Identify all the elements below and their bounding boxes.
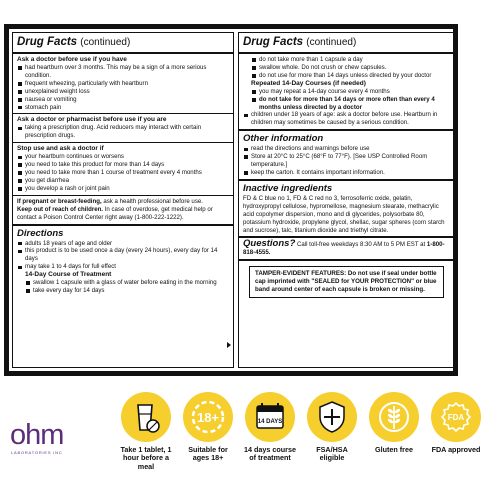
list-item: take every day for 14 days bbox=[17, 287, 229, 295]
badge-label: 14 days course of treatment bbox=[244, 445, 296, 463]
other-information-section bbox=[239, 131, 454, 181]
left-title-section bbox=[13, 33, 233, 54]
brand-subtitle: LABORATORIES INC bbox=[11, 450, 63, 455]
ohm-logo bbox=[10, 420, 100, 460]
list-item: read the directions and warnings before use bbox=[243, 145, 450, 153]
pregnancy-section bbox=[13, 196, 233, 226]
questions-section bbox=[239, 238, 454, 261]
list-item: do not use for more than 14 days unless directed by your doctor bbox=[243, 72, 450, 80]
ask-doctor-heading: Ask a doctor before use if you have bbox=[17, 56, 127, 63]
list-item: you need to take more than 1 course of treatment every 4 months bbox=[17, 169, 229, 177]
badge-label: Take 1 tablet, 1 hour before a meal bbox=[120, 445, 172, 471]
inactive-ingredients-text: FD & C blue no 1, FD & C red no 3, ferrosoferric oxide, gelatin, hydroxypropyl cellulose, hypromellose, magnesium stearate, methacrylic acid copolymer dispersion, mono and di glycerides, polysorbate 80, potassium hydroxide, propylene glycol, shellac, sugar spheres (corn starch and sucrose), talc, titanium dioxide and triethyl citrate. bbox=[243, 194, 445, 234]
svg-text:FDA: FDA bbox=[447, 413, 465, 422]
inactive-ingredients-section bbox=[239, 181, 454, 239]
badge-fsa-hsa bbox=[304, 392, 360, 463]
calendar-icon bbox=[245, 392, 295, 442]
ask-pharmacist-section bbox=[13, 114, 233, 143]
stop-use-section bbox=[13, 143, 233, 196]
directions-title: Directions bbox=[17, 227, 64, 239]
ask-pharmacist-heading: Ask a doctor or pharmacist before use if you are bbox=[17, 116, 167, 124]
list-item: keep the carton. It contains important information. bbox=[243, 169, 450, 177]
medical-shield-icon bbox=[307, 392, 357, 442]
continue-arrow-icon bbox=[227, 342, 231, 348]
list-item: swallow 1 capsule with a glass of water before eating in the morning bbox=[17, 279, 229, 287]
badge-fda bbox=[428, 392, 484, 454]
wheat-icon bbox=[369, 392, 419, 442]
list-item: frequent wheezing, particularly with heartburn bbox=[17, 80, 229, 88]
list-item: taking a prescription drug. Acid reducers may interact with certain prescription drugs. bbox=[17, 124, 229, 140]
badge-dosage bbox=[118, 392, 174, 471]
drug-facts-right-column bbox=[238, 32, 455, 368]
left-drug-facts-title: Drug Facts (continued) bbox=[17, 36, 131, 48]
svg-text:14 DAYS: 14 DAYS bbox=[257, 419, 283, 425]
list-item: Store at 20°C to 25°C (68°F to 77°F). [See USP Controlled Room temperature.] bbox=[243, 153, 450, 169]
badge-label: Gluten free bbox=[375, 445, 413, 454]
list-item: your heartburn continues or worsens bbox=[17, 153, 229, 161]
age-18-plus-icon bbox=[183, 392, 233, 442]
tamper-section bbox=[239, 261, 454, 302]
list-item: you get diarrhea bbox=[17, 177, 229, 185]
list-item: do not take for more than 14 days or more often than every 4 months unless directed by a doctor bbox=[243, 96, 450, 112]
keep-out-of-reach-warning: Keep out of reach of children. In case of overdose, get medical help or contact a Poison Control Center right away (1-800-222-1222). bbox=[17, 205, 213, 221]
brand-name: ohm bbox=[10, 419, 64, 451]
stop-use-heading: Stop use and ask a doctor if bbox=[17, 145, 104, 153]
badge-label: FDA approved bbox=[431, 445, 481, 454]
right-title-section bbox=[239, 33, 454, 54]
svg-text:18+: 18+ bbox=[196, 410, 220, 425]
badge-age bbox=[180, 392, 236, 463]
list-item: stomach pain bbox=[17, 104, 229, 112]
list-item: had heartburn over 3 months. This may be a sign of a more serious condition. bbox=[17, 64, 229, 80]
course-heading: 14-Day Course of Treatment bbox=[25, 271, 112, 279]
ask-doctor-section bbox=[13, 54, 233, 114]
list-item: children under 18 years of age: ask a doctor before use. Heartburn in children may sometimes be caused by a serious condition. bbox=[243, 111, 450, 127]
list-item: unexplained weight loss bbox=[17, 88, 229, 96]
repeated-courses-heading: Repeated 14-Day Courses (if needed) bbox=[251, 79, 366, 87]
pregnancy-warning: If pregnant or breast-feeding, ask a health professional before use. bbox=[17, 197, 203, 205]
badge-label: Suitable for ages 18+ bbox=[188, 445, 228, 463]
list-item: you may repeat a 14-day course every 4 months bbox=[243, 88, 450, 96]
list-item: may take 1 to 4 days for full effect bbox=[17, 263, 229, 271]
drug-facts-panel bbox=[4, 24, 458, 376]
list-item: this product is to be used once a day (every 24 hours), every day for 14 days bbox=[17, 247, 229, 263]
drug-facts-left-column bbox=[12, 32, 234, 368]
list-item: you develop a rash or joint pain bbox=[17, 185, 229, 193]
list-item: nausea or vomiting bbox=[17, 96, 229, 104]
questions-text: Questions? Call toll-free weekdays 8:30 AM to 5 PM EST at 1-800-818-4555. bbox=[243, 238, 445, 257]
badge-gluten-free bbox=[366, 392, 422, 454]
fda-icon bbox=[431, 392, 481, 442]
inactive-ingredients-title: Inactive ingredients bbox=[243, 182, 333, 194]
directions-section bbox=[13, 226, 233, 350]
list-item: adults 18 years of age and older bbox=[17, 240, 229, 248]
directions-continued-section bbox=[239, 54, 454, 131]
glass-and-pill-icon bbox=[121, 392, 171, 442]
list-item: do not take more than 1 capsule a day bbox=[243, 56, 450, 64]
badge-course bbox=[242, 392, 298, 463]
other-information-title: Other information bbox=[243, 133, 324, 145]
list-item: swallow whole. Do not crush or chew capsules. bbox=[243, 64, 450, 72]
badge-label: FSA/HSA eligible bbox=[316, 445, 348, 463]
tamper-evident-notice: TAMPER-EVIDENT FEATURES: Do not use if seal under bottle cap imprinted with "SEALED for YOUR PROTECTION" or blue band around center of each capsule is broken or missing. bbox=[249, 266, 444, 298]
list-item: you need to take this product for more than 14 days bbox=[17, 161, 229, 169]
right-drug-facts-title: Drug Facts (continued) bbox=[243, 36, 357, 48]
